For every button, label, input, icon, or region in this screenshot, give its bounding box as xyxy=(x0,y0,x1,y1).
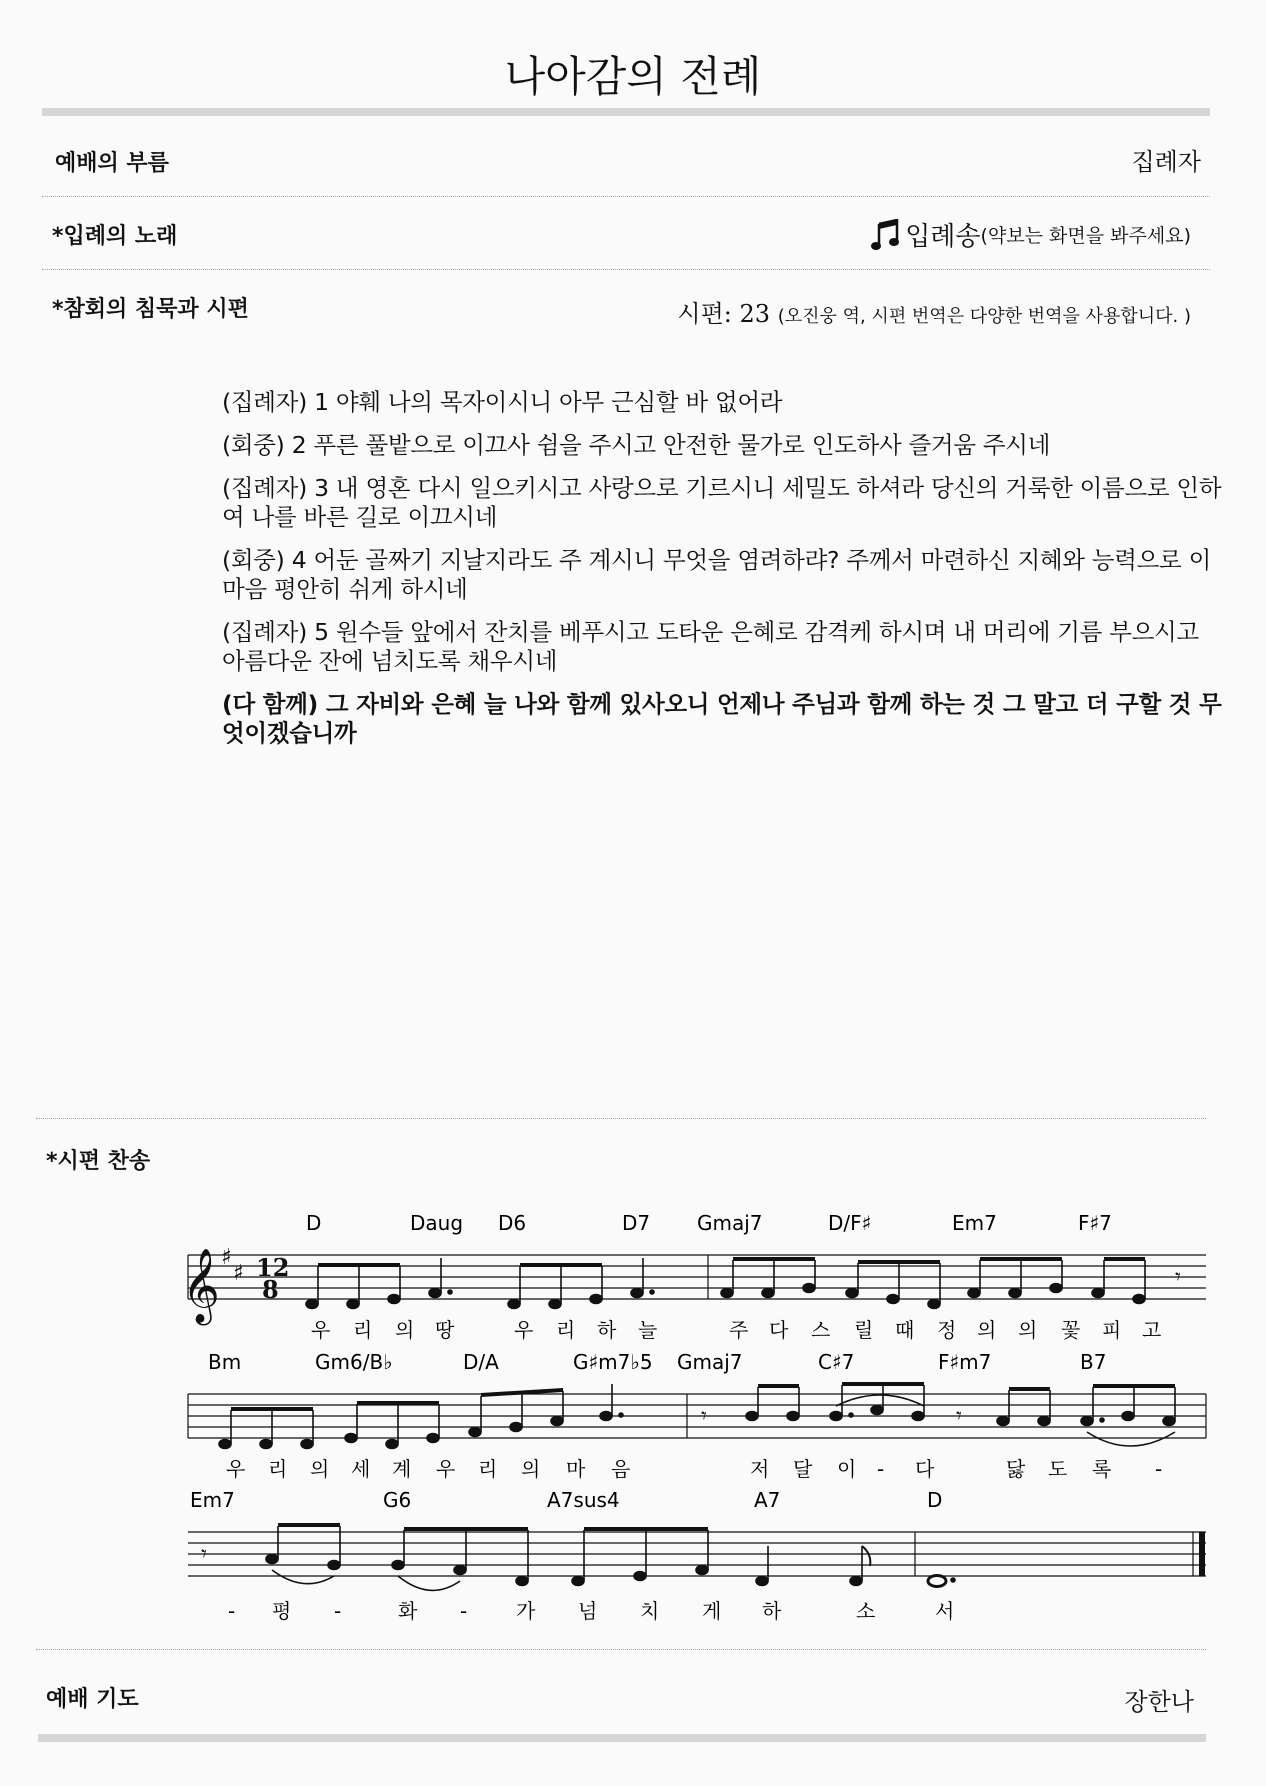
lyric-syllable: 우 xyxy=(311,1318,331,1342)
lyric-syllable: 우 xyxy=(226,1457,246,1481)
chord-symbol: Bm xyxy=(208,1350,242,1374)
chord-symbol: Gmaj7 xyxy=(677,1350,743,1374)
lyric-syllable: - xyxy=(228,1599,236,1623)
notes-system-1 xyxy=(306,1257,1145,1309)
chord-symbol: Em7 xyxy=(190,1488,235,1512)
lyric-syllable: 의 xyxy=(521,1457,541,1481)
confession-label: *참회의 침묵과 시편 xyxy=(52,297,249,322)
lyric-syllable: 게 xyxy=(702,1599,722,1623)
psalm-verse: (집례자) 1 야훼 나의 목자이시니 아무 근심할 바 없어라 xyxy=(222,388,783,416)
divider xyxy=(42,196,1210,197)
lyric-syllable: 우 xyxy=(436,1457,456,1481)
prayer-label: 예배 기도 xyxy=(46,1687,139,1712)
sheet-music xyxy=(0,1180,1266,1720)
lyric-syllable: 리 xyxy=(353,1318,373,1342)
lyric-syllable: 리 xyxy=(268,1457,288,1481)
divider xyxy=(36,1118,1206,1119)
psalm-hymn-label: *시편 찬송 xyxy=(46,1149,151,1174)
slur xyxy=(272,1570,334,1584)
call-to-worship-label: 예배의 부름 xyxy=(55,151,169,176)
slur xyxy=(398,1576,460,1590)
lyric-syllable: 달 xyxy=(793,1457,813,1481)
lyric-syllable: 음 xyxy=(611,1457,631,1481)
lyric-syllable: 하 xyxy=(762,1599,782,1623)
chord-symbol: Gmaj7 xyxy=(697,1211,763,1235)
lyric-syllable: 의 xyxy=(977,1318,997,1342)
psalm-verse: (회중) 4 어둔 골짜기 지날지라도 주 계시니 무엇을 염려하랴? 주께서 마련하신 지혜와 능력으로 이 마음 평안히 쉬게 하시네 xyxy=(222,546,1212,603)
chord-symbol: G6 xyxy=(383,1488,412,1512)
staff-system-2 xyxy=(188,1394,1206,1438)
lyric-syllable: 의 xyxy=(395,1318,415,1342)
chord-symbol: D/A xyxy=(463,1350,499,1374)
lyric-syllable: 다 xyxy=(915,1457,935,1481)
lyric-syllable: 스 xyxy=(811,1318,831,1342)
lyric-syllable: 의 xyxy=(1018,1318,1038,1342)
psalm-verses xyxy=(222,388,1222,762)
title-divider xyxy=(42,108,1210,116)
lyric-syllable: 소 xyxy=(856,1599,876,1623)
psalm-verse: (회중) 2 푸른 풀밭으로 이끄사 쉼을 주시고 안전한 물가로 인도하사 즐거움 주시네 xyxy=(222,431,1051,459)
lyric-syllable: 리 xyxy=(478,1457,498,1481)
chord-symbol: D/F♯ xyxy=(828,1211,872,1235)
lyric-syllable: 꽃 xyxy=(1061,1318,1081,1342)
chord-symbol: Gm6/B♭ xyxy=(315,1350,393,1374)
chord-symbol: G♯m7♭5 xyxy=(573,1350,653,1374)
bottom-divider xyxy=(38,1734,1206,1742)
lyric-syllable: 하 xyxy=(597,1318,617,1342)
lyric-syllable: 의 xyxy=(310,1457,330,1481)
lyric-syllable: 가 xyxy=(516,1599,536,1623)
divider xyxy=(42,269,1210,270)
lyric-syllable: 넘 xyxy=(578,1599,598,1623)
psalm-verse: (집례자) 5 원수들 앞에서 잔치를 베푸시고 도타운 은혜로 감격케 하시며 내 머리에 기름 부으시고 아름다운 잔에 넘치도록 채우시네 xyxy=(222,618,1199,675)
key-signature-sharp: ♯ xyxy=(233,1261,244,1286)
chord-symbol: A7sus4 xyxy=(547,1488,620,1512)
divider xyxy=(36,1649,1206,1650)
lyric-syllable: 치 xyxy=(640,1599,660,1623)
chord-symbol: D xyxy=(306,1211,322,1235)
lyric-syllable: 정 xyxy=(937,1318,957,1342)
slur xyxy=(1087,1432,1175,1446)
eighth-rest: 𝄾 xyxy=(1175,1265,1181,1290)
chord-symbol: A7 xyxy=(754,1488,781,1512)
chord-symbol: Em7 xyxy=(952,1211,997,1235)
page-title: 나아감의 전례 xyxy=(504,52,762,101)
lyric-syllable: 도 xyxy=(1048,1457,1068,1481)
chord-symbol: C♯7 xyxy=(818,1350,855,1374)
lyric-syllable: - xyxy=(1155,1457,1163,1481)
treble-clef-icon: 𝄞 xyxy=(182,1249,220,1323)
lyric-syllable: 릴 xyxy=(854,1318,874,1342)
time-signature-top: 12 xyxy=(256,1253,290,1282)
eighth-rest: 𝄾 xyxy=(701,1404,707,1429)
psalm-verse: (집례자) 3 내 영혼 다시 일으키시고 사랑으로 기르시니 세밀도 하셔라 당신의 거룩한 이름으로 인하여 나를 바른 길로 이끄시네 xyxy=(222,474,1222,531)
lyric-syllable: 이 xyxy=(837,1457,857,1481)
chord-symbol: D7 xyxy=(622,1211,651,1235)
chord-symbol: B7 xyxy=(1080,1350,1107,1374)
lyric-syllable: 화 xyxy=(398,1599,418,1623)
psalm-verse-all: (다 함께) 그 자비와 은혜 늘 나와 함께 있사오니 언제나 주님과 함께 하는 것 그 말고 더 구할 것 무엇이겠습니까 xyxy=(222,690,1222,747)
entrance-song-title: 입례송 xyxy=(905,222,981,252)
lyric-syllable: 저 xyxy=(750,1457,770,1481)
prayer-leader: 장한나 xyxy=(1124,1688,1194,1716)
slur xyxy=(836,1395,924,1406)
lyric-syllable: 마 xyxy=(566,1457,586,1481)
entrance-song-note: (약보는 화면을 봐주세요) xyxy=(980,225,1191,247)
lyric-syllable: - xyxy=(334,1599,342,1623)
lyric-syllable: 때 xyxy=(895,1318,915,1342)
lyric-syllable: 늘 xyxy=(638,1318,658,1342)
lyric-syllable: 세 xyxy=(351,1457,371,1481)
lyric-syllable: 우 xyxy=(514,1318,534,1342)
psalm-ref-text: 시편: 23 xyxy=(677,300,771,328)
lyric-syllable: 록 xyxy=(1092,1457,1112,1481)
lyric-syllable: 리 xyxy=(556,1318,576,1342)
entrance-song xyxy=(871,216,1191,253)
chord-symbol: F♯m7 xyxy=(938,1350,992,1374)
lyric-syllable: 주 xyxy=(729,1318,749,1342)
lyric-syllable: 고 xyxy=(1142,1318,1162,1342)
lyric-syllable: - xyxy=(460,1599,468,1623)
chord-symbol: D6 xyxy=(498,1211,527,1235)
call-to-worship-leader: 집례자 xyxy=(1131,148,1201,176)
eighth-rest: 𝄾 xyxy=(201,1542,207,1567)
key-signature-sharp: ♯ xyxy=(221,1245,232,1270)
lyric-syllable: 계 xyxy=(392,1457,412,1481)
eighth-rest: 𝄾 xyxy=(956,1404,962,1429)
music-note-icon xyxy=(871,219,901,251)
chord-symbol: F♯7 xyxy=(1078,1211,1112,1235)
entrance-song-label: *입례의 노래 xyxy=(52,224,178,249)
lyric-syllable: 닳 xyxy=(1006,1457,1026,1481)
lyric-syllable: 땅 xyxy=(435,1318,455,1342)
psalm-reference xyxy=(677,294,1191,329)
final-barline xyxy=(1199,1532,1205,1576)
lyric-syllable: 피 xyxy=(1102,1318,1122,1342)
lyric-syllable: 서 xyxy=(935,1599,955,1623)
lyric-syllable: 평 xyxy=(272,1599,292,1623)
chord-symbol: Daug xyxy=(410,1211,464,1235)
lyric-syllable: - xyxy=(877,1457,885,1481)
psalm-ref-note: (오진웅 역, 시편 번역은 다양한 번역을 사용합니다. ) xyxy=(777,306,1191,327)
chord-symbol: D xyxy=(927,1488,943,1512)
time-signature-bottom: 8 xyxy=(262,1275,279,1304)
lyric-syllable: 다 xyxy=(769,1318,789,1342)
